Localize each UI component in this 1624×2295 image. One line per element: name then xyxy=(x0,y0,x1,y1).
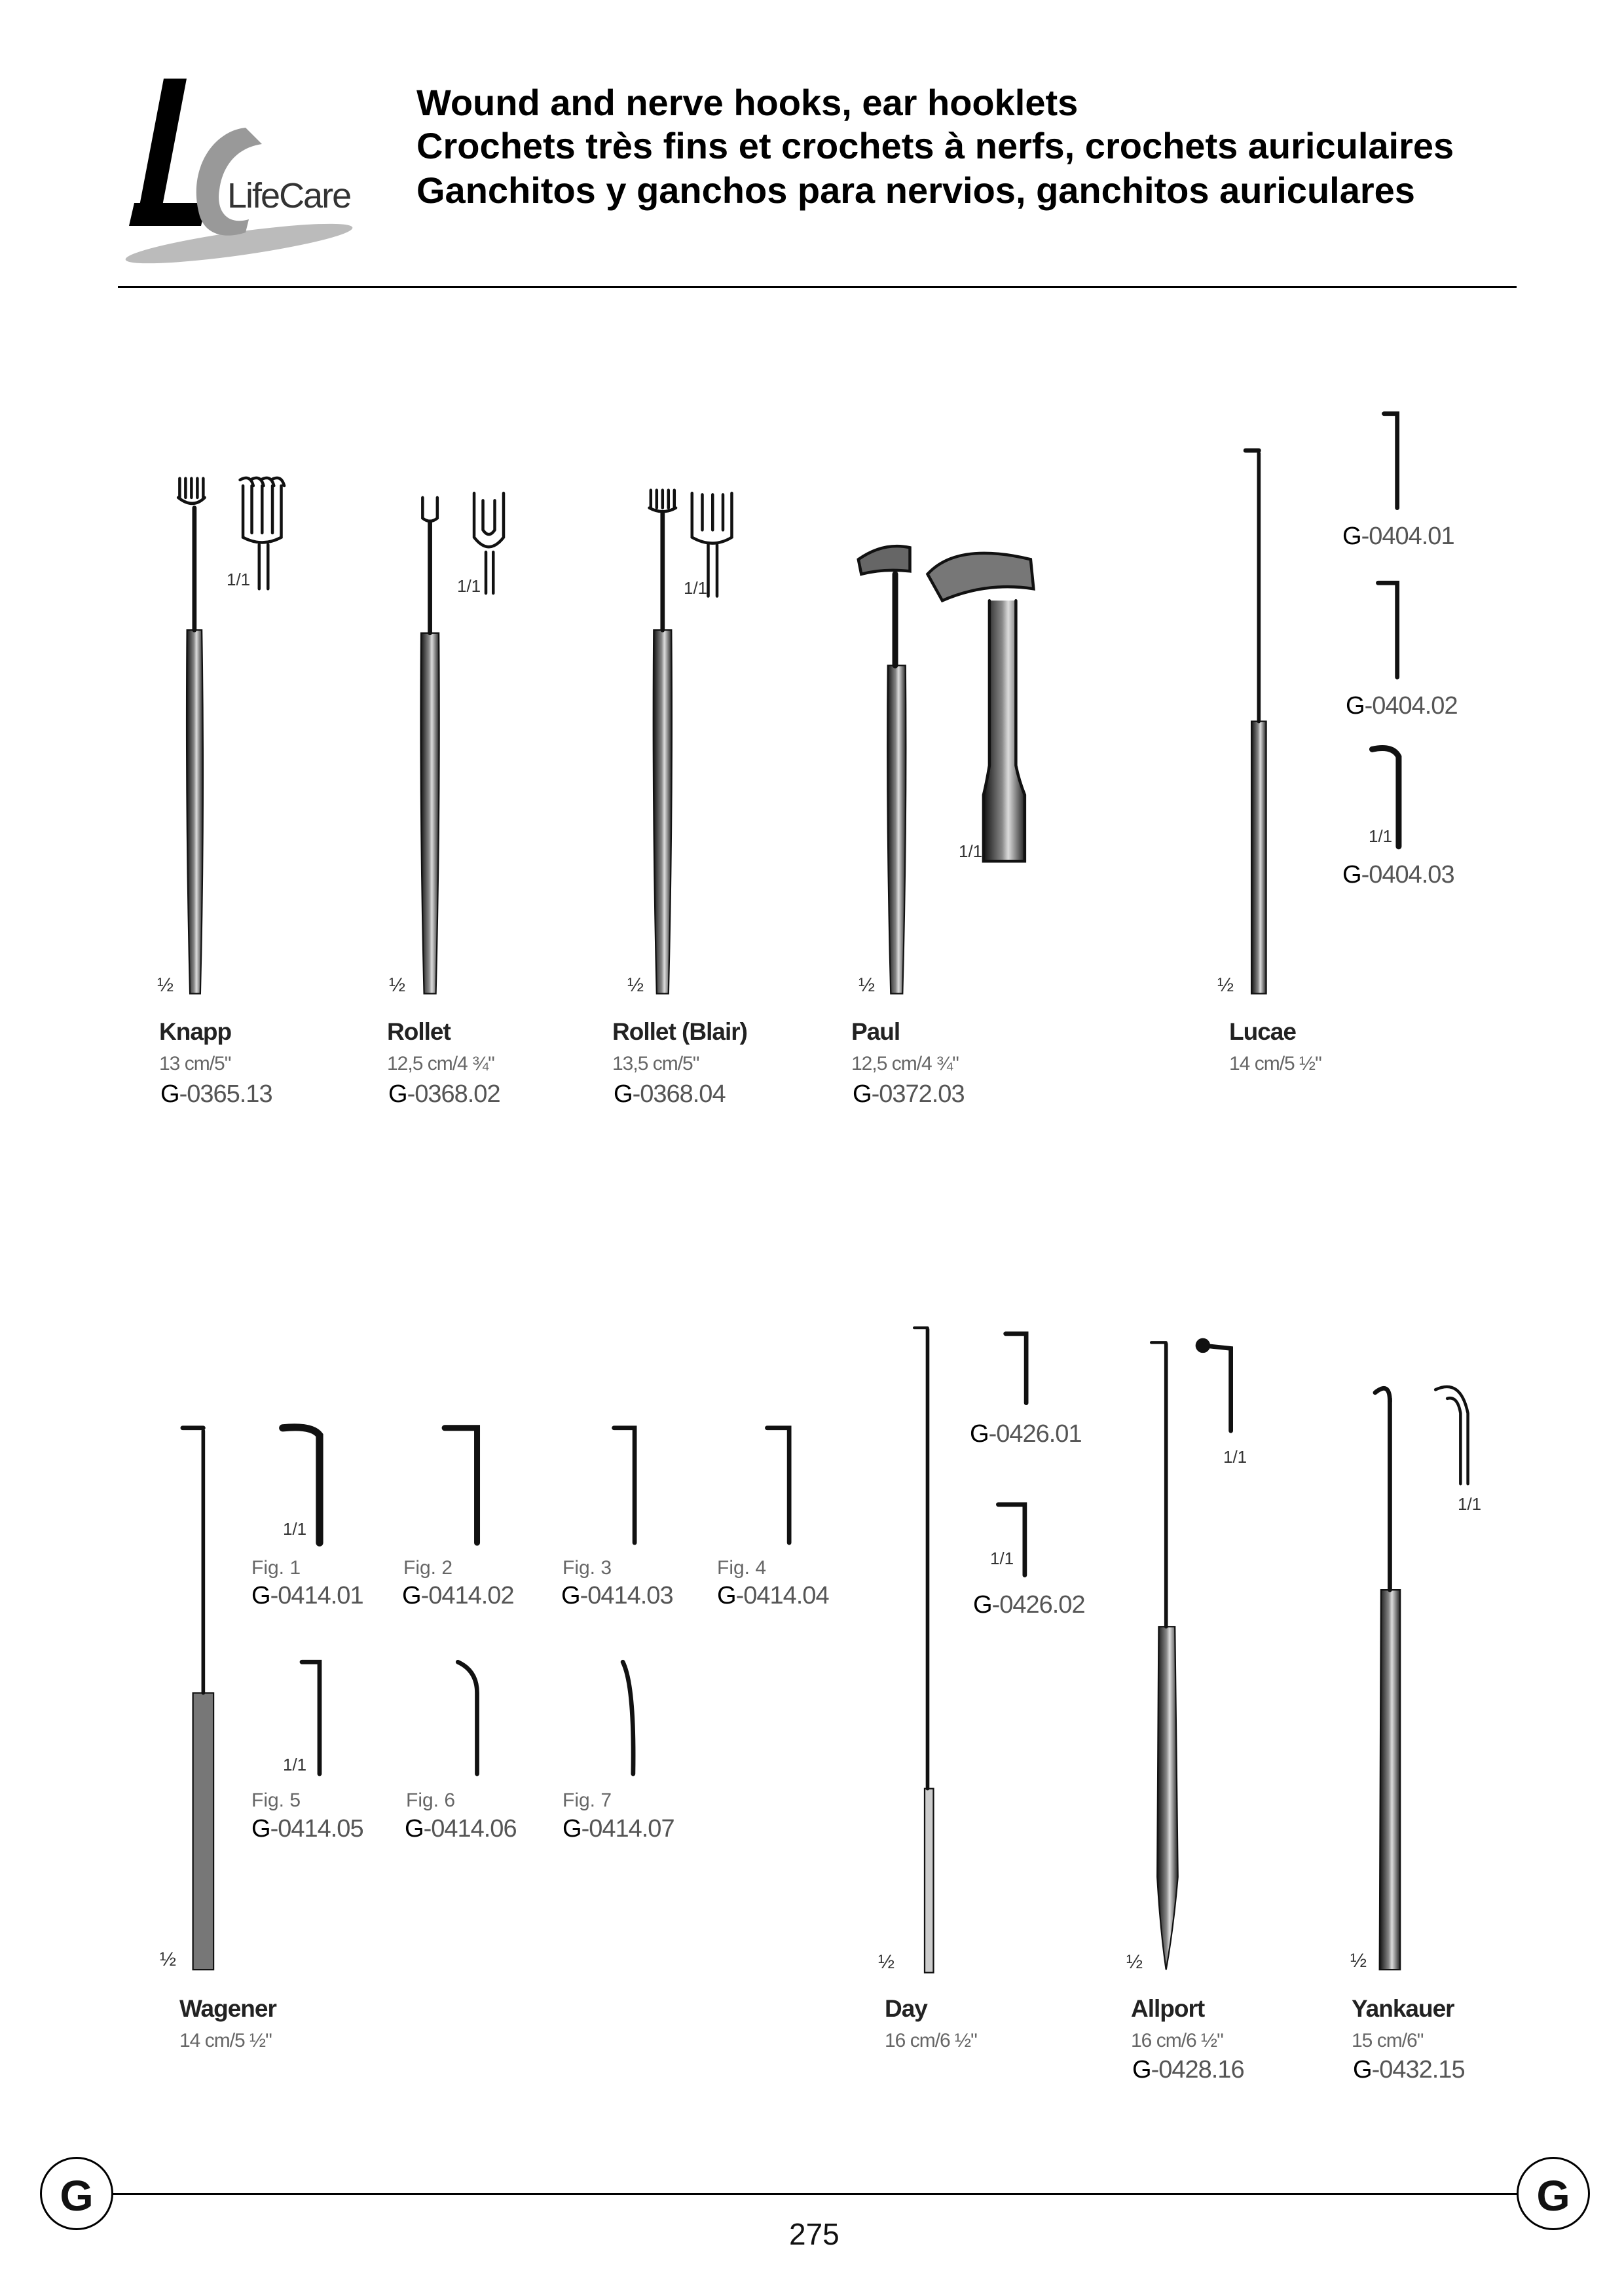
section-marker-right: G xyxy=(1517,2157,1590,2230)
knapp-instrument xyxy=(178,478,284,994)
scale-half: ½ xyxy=(160,1949,177,1970)
product-size: 14 cm/5 ½" xyxy=(179,2030,272,2051)
page-number: 275 xyxy=(789,2217,840,2251)
scale-half: ½ xyxy=(1350,1950,1367,1972)
product-code: G-0432.15 xyxy=(1353,2056,1465,2084)
product-code: G-0414.06 xyxy=(405,1815,517,1843)
scale-half: ½ xyxy=(1126,1951,1143,1973)
scale-full: 1/1 xyxy=(457,576,481,596)
wagener-instrument xyxy=(183,1427,789,1970)
product-size: 12,5 cm/4 ¾" xyxy=(387,1053,494,1074)
figure-label: Fig. 4 xyxy=(717,1557,767,1579)
product-name: Paul xyxy=(851,1018,900,1045)
product-name: Day xyxy=(885,1995,927,2022)
product-name: Yankauer xyxy=(1352,1995,1454,2022)
figure-label: Fig. 5 xyxy=(251,1790,301,1811)
product-code: G-0404.03 xyxy=(1342,861,1454,889)
product-code: G-0414.07 xyxy=(563,1815,674,1843)
product-code: G-0365.13 xyxy=(160,1080,272,1108)
title-english: Wound and nerve hooks, ear hooklets xyxy=(416,82,1079,123)
product-size: 13,5 cm/5" xyxy=(612,1053,699,1074)
scale-full: 1/1 xyxy=(990,1549,1014,1568)
scale-half: ½ xyxy=(858,974,876,996)
scale-full: 1/1 xyxy=(1458,1494,1482,1514)
scale-half: ½ xyxy=(878,1951,895,1973)
title-spanish: Ganchitos y ganchos para nervios, ganchitos auriculares xyxy=(416,170,1415,211)
title-french: Crochets très fins et crochets à nerfs, crochets auriculaires xyxy=(416,125,1454,166)
scale-full: 1/1 xyxy=(959,841,983,861)
footer-rule xyxy=(111,2193,1519,2195)
product-code: G-0426.01 xyxy=(970,1420,1082,1448)
scale-half: ½ xyxy=(389,974,406,996)
product-code: G-0414.02 xyxy=(402,1582,514,1609)
product-size: 14 cm/5 ½" xyxy=(1229,1053,1321,1074)
product-size: 15 cm/6" xyxy=(1352,2030,1424,2051)
scale-full: 1/1 xyxy=(283,1519,307,1539)
product-name: Allport xyxy=(1131,1995,1205,2022)
product-code: G-0404.02 xyxy=(1346,692,1458,720)
product-code: G-0372.03 xyxy=(853,1080,965,1108)
product-code: G-0414.01 xyxy=(251,1582,363,1609)
scale-full: 1/1 xyxy=(684,578,708,598)
product-size: 12,5 cm/4 ¾" xyxy=(851,1053,959,1074)
yankauer-instrument xyxy=(1375,1387,1468,1970)
paul-instrument xyxy=(858,546,1034,993)
rollet-blair-instrument xyxy=(650,490,732,994)
figure-label: Fig. 1 xyxy=(251,1557,301,1579)
figure-label: Fig. 7 xyxy=(563,1790,612,1811)
figure-label: Fig. 3 xyxy=(563,1557,612,1579)
product-size: 16 cm/6 ½" xyxy=(1131,2030,1223,2051)
logo-text: LifeCare xyxy=(227,176,351,215)
product-name: Rollet xyxy=(387,1018,451,1045)
figure-label: Fig. 6 xyxy=(406,1790,456,1811)
product-code: G-0368.02 xyxy=(388,1080,500,1108)
product-name: Lucae xyxy=(1229,1018,1296,1045)
scale-half: ½ xyxy=(1217,974,1234,996)
product-name: Knapp xyxy=(159,1018,232,1045)
scale-half: ½ xyxy=(627,974,644,996)
scale-full: 1/1 xyxy=(283,1755,307,1774)
figure-label: Fig. 2 xyxy=(403,1557,453,1579)
scale-half: ½ xyxy=(157,974,174,996)
product-code: G-0368.04 xyxy=(614,1080,726,1108)
scale-full: 1/1 xyxy=(1369,826,1393,846)
product-code: G-0414.04 xyxy=(717,1582,829,1609)
product-code: G-0426.02 xyxy=(973,1591,1085,1619)
allport-instrument xyxy=(1151,1340,1230,1970)
section-marker-left: G xyxy=(40,2157,113,2230)
product-name: Wagener xyxy=(179,1995,276,2022)
product-code: G-0414.05 xyxy=(251,1815,363,1843)
rollet-instrument xyxy=(421,493,504,993)
scale-full: 1/1 xyxy=(1223,1447,1247,1467)
product-size: 16 cm/6 ½" xyxy=(885,2030,977,2051)
product-code: G-0404.01 xyxy=(1342,523,1454,550)
product-name: Rollet (Blair) xyxy=(612,1018,747,1045)
product-code: G-0414.03 xyxy=(561,1582,673,1609)
scale-full: 1/1 xyxy=(227,570,251,589)
product-code: G-0428.16 xyxy=(1132,2056,1244,2084)
product-size: 13 cm/5" xyxy=(159,1053,231,1074)
